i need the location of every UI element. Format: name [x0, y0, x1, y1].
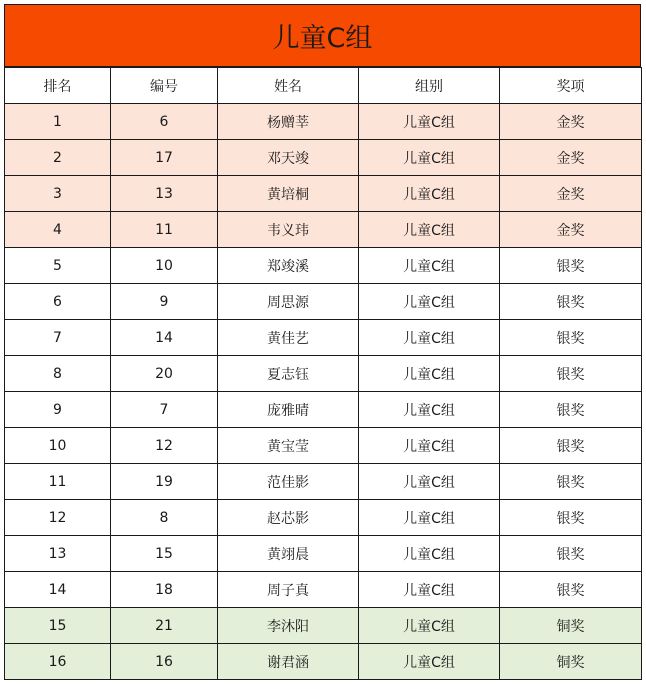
results-sheet [4, 4, 641, 680]
cell-name: 夏志钰 [218, 356, 359, 392]
cell-award: 金奖 [500, 212, 642, 248]
cell-award: 银奖 [500, 356, 642, 392]
cell-name: 黄培桐 [218, 176, 359, 212]
table-row [5, 284, 642, 320]
cell-name: 赵芯影 [218, 500, 359, 536]
cell-group: 儿童C组 [359, 644, 500, 680]
cell-name: 周子真 [218, 572, 359, 608]
table-row [5, 176, 642, 212]
header-name: 姓名 [218, 68, 359, 104]
cell-award: 银奖 [500, 572, 642, 608]
cell-rank: 11 [5, 464, 111, 500]
table-row [5, 104, 642, 140]
cell-number: 12 [111, 428, 218, 464]
cell-rank: 2 [5, 140, 111, 176]
header-row [5, 68, 642, 104]
cell-award: 银奖 [500, 500, 642, 536]
cell-rank: 9 [5, 392, 111, 428]
cell-award: 银奖 [500, 248, 642, 284]
cell-name: 黄佳艺 [218, 320, 359, 356]
cell-group: 儿童C组 [359, 428, 500, 464]
cell-group: 儿童C组 [359, 500, 500, 536]
table-row [5, 140, 642, 176]
cell-number: 19 [111, 464, 218, 500]
cell-name: 杨赠莘 [218, 104, 359, 140]
table-row [5, 536, 642, 572]
sheet-title: 儿童C组 [4, 4, 641, 67]
cell-number: 10 [111, 248, 218, 284]
cell-name: 韦义玮 [218, 212, 359, 248]
cell-number: 16 [111, 644, 218, 680]
table-row [5, 428, 642, 464]
cell-name: 黄翊晨 [218, 536, 359, 572]
cell-name: 邓天竣 [218, 140, 359, 176]
cell-award: 铜奖 [500, 644, 642, 680]
cell-group: 儿童C组 [359, 608, 500, 644]
cell-number: 9 [111, 284, 218, 320]
cell-award: 银奖 [500, 392, 642, 428]
cell-rank: 1 [5, 104, 111, 140]
cell-award: 银奖 [500, 284, 642, 320]
cell-number: 8 [111, 500, 218, 536]
cell-rank: 15 [5, 608, 111, 644]
cell-number: 7 [111, 392, 218, 428]
header-number: 编号 [111, 68, 218, 104]
cell-number: 17 [111, 140, 218, 176]
cell-group: 儿童C组 [359, 572, 500, 608]
table-row [5, 500, 642, 536]
header-group: 组别 [359, 68, 500, 104]
cell-group: 儿童C组 [359, 284, 500, 320]
cell-number: 20 [111, 356, 218, 392]
cell-group: 儿童C组 [359, 248, 500, 284]
table-row [5, 212, 642, 248]
cell-rank: 14 [5, 572, 111, 608]
cell-group: 儿童C组 [359, 464, 500, 500]
table-row [5, 608, 642, 644]
table-row [5, 356, 642, 392]
cell-rank: 13 [5, 536, 111, 572]
table-row [5, 392, 642, 428]
cell-name: 郑竣溪 [218, 248, 359, 284]
cell-group: 儿童C组 [359, 536, 500, 572]
cell-name: 周思源 [218, 284, 359, 320]
table-row [5, 464, 642, 500]
cell-number: 15 [111, 536, 218, 572]
cell-number: 11 [111, 212, 218, 248]
cell-rank: 10 [5, 428, 111, 464]
cell-group: 儿童C组 [359, 392, 500, 428]
table-row [5, 320, 642, 356]
cell-group: 儿童C组 [359, 320, 500, 356]
cell-name: 范佳影 [218, 464, 359, 500]
cell-rank: 8 [5, 356, 111, 392]
cell-award: 金奖 [500, 140, 642, 176]
table-row [5, 248, 642, 284]
cell-award: 金奖 [500, 176, 642, 212]
cell-rank: 5 [5, 248, 111, 284]
cell-award: 银奖 [500, 464, 642, 500]
header-rank: 排名 [5, 68, 111, 104]
table-row [5, 572, 642, 608]
results-table [4, 67, 642, 680]
cell-group: 儿童C组 [359, 212, 500, 248]
cell-award: 银奖 [500, 536, 642, 572]
table-row [5, 644, 642, 680]
cell-rank: 3 [5, 176, 111, 212]
cell-number: 21 [111, 608, 218, 644]
cell-group: 儿童C组 [359, 104, 500, 140]
table-body [5, 104, 642, 680]
cell-group: 儿童C组 [359, 140, 500, 176]
cell-name: 庞雅晴 [218, 392, 359, 428]
cell-rank: 16 [5, 644, 111, 680]
cell-number: 13 [111, 176, 218, 212]
header-award: 奖项 [500, 68, 642, 104]
cell-award: 铜奖 [500, 608, 642, 644]
cell-number: 18 [111, 572, 218, 608]
cell-name: 谢君涵 [218, 644, 359, 680]
cell-rank: 7 [5, 320, 111, 356]
cell-group: 儿童C组 [359, 356, 500, 392]
cell-number: 6 [111, 104, 218, 140]
cell-rank: 12 [5, 500, 111, 536]
cell-number: 14 [111, 320, 218, 356]
cell-name: 黄宝莹 [218, 428, 359, 464]
cell-award: 银奖 [500, 320, 642, 356]
cell-rank: 6 [5, 284, 111, 320]
cell-rank: 4 [5, 212, 111, 248]
cell-name: 李沐阳 [218, 608, 359, 644]
cell-award: 金奖 [500, 104, 642, 140]
cell-group: 儿童C组 [359, 176, 500, 212]
cell-award: 银奖 [500, 428, 642, 464]
